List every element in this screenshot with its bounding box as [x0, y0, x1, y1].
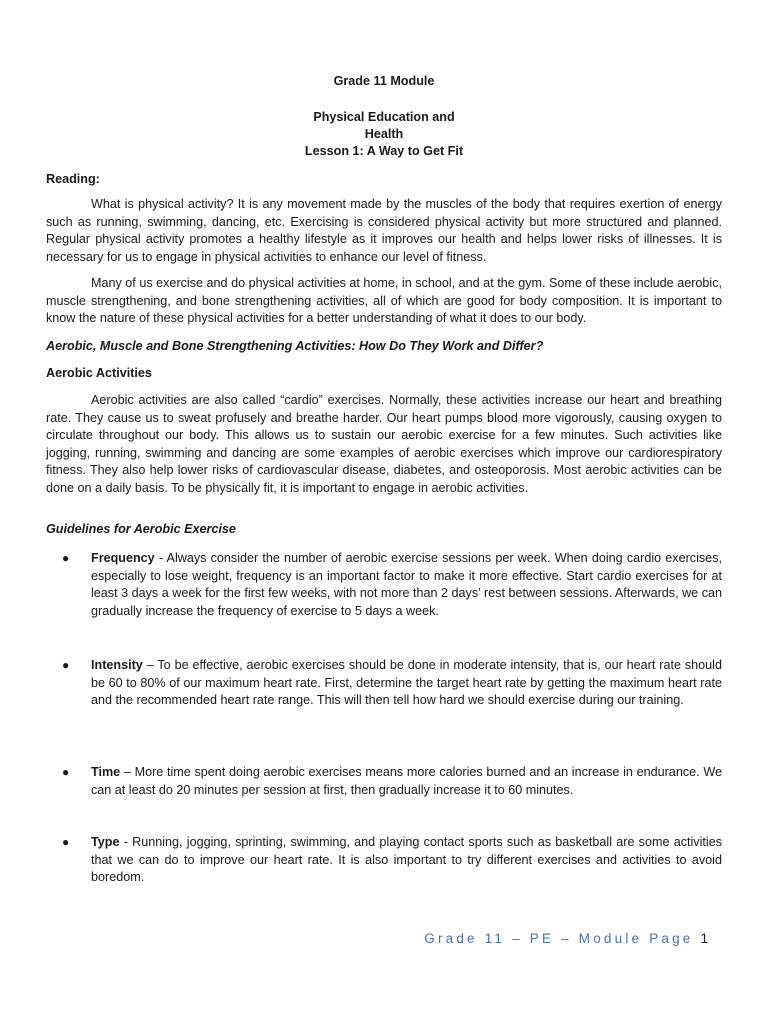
bullet-icon: ● [62, 765, 70, 779]
bullet-icon: ● [62, 835, 70, 849]
guideline-separator: – [120, 765, 135, 779]
subject-line-1: Physical Education and [313, 110, 455, 124]
guideline-description: Always consider the number of aerobic exercise sessions per week. When doing cardio exercises, especially to lose weight, frequency is an important factor to make it more effective. Start cardio exercises for at least 3 days a week for the first few weeks, with not more than 2 days’ rest between sessions. Afterwards, we can gradually increase the frequency of exercise to 5 days a week. [91, 551, 722, 618]
guideline-term: Frequency [91, 551, 155, 565]
guideline-term: Time [91, 765, 121, 779]
aerobic-paragraph: Aerobic activities are also called “cardio” exercises. Normally, these activities increase our heart and breathing rate. They cause us to sweat profusely and breathe harder. Our heart pumps blood more vigorously, causing oxygen to circulate throughout our body. This allows us to sustain our aerobic exercise for a few minutes. Such activities like jogging, running, swimming and dancing are some examples of aerobic exercises which improve our cardiorespiratory fitness. They also help lower risks of cardiovascular disease, diabetes, and osteoporosis. Most aerobic activities can be done on a daily basis. To be physically fit, it is important to engage in aerobic activities. [46, 393, 722, 495]
intro-paragraph-1: What is physical activity? It is any movement made by the muscles of the body that requires exertion of energy such as running, swimming, dancing, etc. Exercising is considered physical activity but more structured and planned. Regular physical activity promotes a healthy lifestyle as it improves our health and helps lower risks of illnesses. It is necessary for us to engage in physical activities to enhance our level of fitness. [46, 197, 722, 264]
bullet-icon: ● [62, 551, 70, 565]
guideline-text [91, 657, 722, 710]
aerobic-heading: Aerobic Activities [46, 366, 152, 380]
subject-line-2: Health [364, 127, 404, 141]
section-heading: Aerobic, Muscle and Bone Strengthening Activities: How Do They Work and Differ? [46, 339, 544, 353]
guideline-separator: - [119, 835, 133, 849]
guideline-description: Running, jogging, sprinting, swimming, and playing contact sports such as basketball are some activities that we can do to improve our heart rate. It is also important to try different exercises and activities to avoid boredom. [91, 835, 722, 885]
page-footer [424, 931, 708, 946]
guideline-text [91, 550, 722, 620]
page-number: 1 [700, 931, 708, 946]
lesson-title: Lesson 1: A Way to Get Fit [304, 144, 464, 158]
module-title: Grade 11 Module [333, 74, 435, 88]
guideline-separator: – [142, 658, 158, 672]
guideline-text [91, 764, 722, 799]
bullet-icon: ● [62, 658, 70, 672]
guideline-description: To be effective, aerobic exercises should be done in moderate intensity, that is, our heart rate should be 60 to 80% of our maximum heart rate. First, determine the target heart rate by getting the maximum heart rate and the recommended heart rate range. This will then tell how hard we should exercise during our training. [91, 658, 722, 708]
guideline-term: Intensity [91, 658, 143, 672]
reading-label: Reading: [46, 172, 100, 186]
lesson-title-block [0, 109, 768, 160]
intro-paragraph-2: Many of us exercise and do physical activities at home, in school, and at the gym. Some of these include aerobic, muscle strengthening, and bone strengthening activities, all of which are good for body composition. It is important to know the nature of these physical activities for a better understanding of what it does to our body. [46, 276, 722, 326]
guidelines-heading: Guidelines for Aerobic Exercise [46, 522, 236, 536]
guideline-separator: - [154, 551, 167, 565]
guideline-description: More time spent doing aerobic exercises means more calories burned and an increase in endurance. We can at least do 20 minutes per session at first, then gradually increase it to 60 minutes. [91, 765, 722, 797]
footer-label: Grade 11 – PE – Module Page [424, 931, 694, 946]
guideline-term: Type [91, 835, 120, 849]
guideline-text [91, 834, 722, 887]
